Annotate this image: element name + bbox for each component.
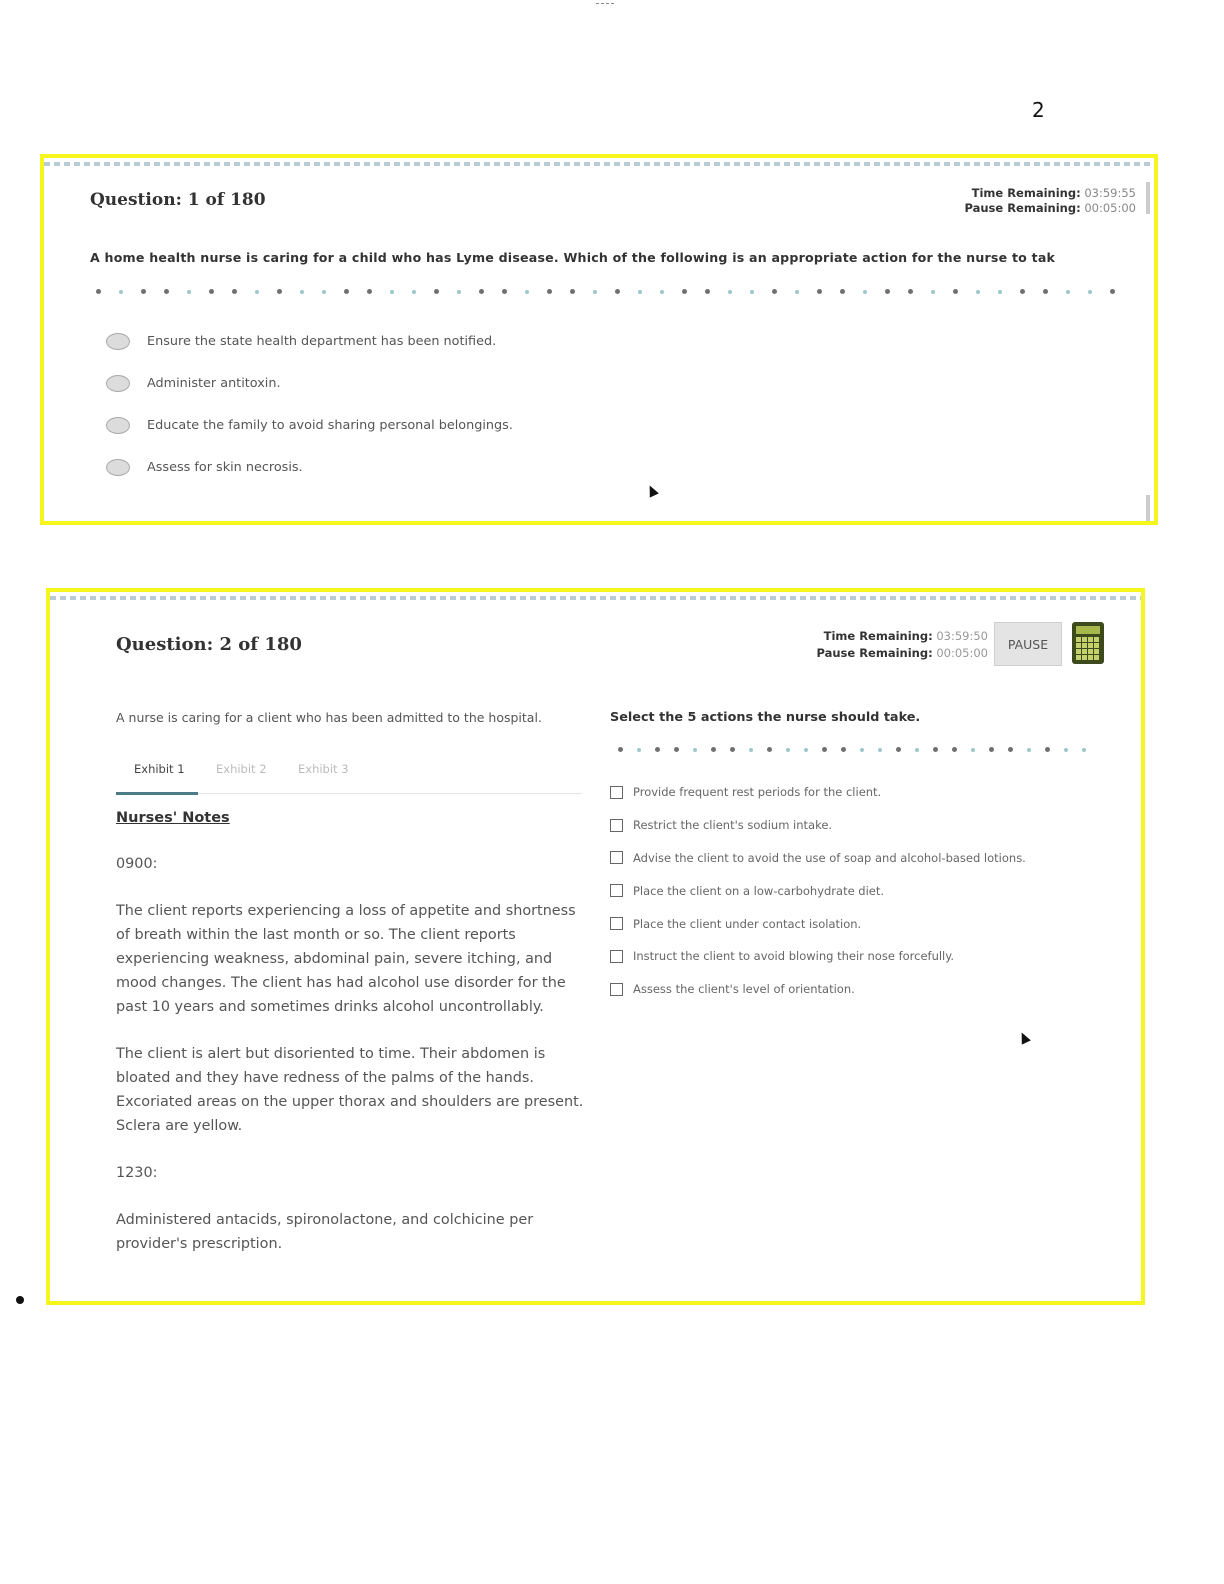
checkbox[interactable] bbox=[610, 983, 623, 996]
question-2-timers bbox=[806, 628, 988, 662]
option-row[interactable] bbox=[106, 320, 513, 362]
radio-button[interactable] bbox=[106, 375, 130, 392]
notes-paragraph: Administered antacids, spironolactone, and colchicine per provider's prescription. bbox=[116, 1212, 534, 1252]
divider-dot bbox=[96, 289, 101, 294]
notes-time-0900: 0900: bbox=[116, 856, 158, 872]
choice-label: Instruct the client to avoid blowing their nose forcefully. bbox=[633, 949, 955, 964]
calculator-icon[interactable] bbox=[1072, 622, 1104, 664]
divider-dot bbox=[885, 289, 890, 294]
radio-button[interactable] bbox=[106, 459, 130, 476]
divider-dot bbox=[1043, 289, 1048, 294]
option-label: Administer antitoxin. bbox=[147, 375, 281, 391]
choice-row[interactable] bbox=[610, 940, 1026, 973]
divider-dot bbox=[593, 290, 597, 294]
time-remaining-value: 03:59:55 bbox=[1084, 186, 1136, 200]
notes-paragraph: The client is alert but disoriented to time. Their abdomen is bloated and they have redness of the palms of the hands. Excoriated areas on the upper thorax and shoulders are present. Sclera are yellow. bbox=[116, 1046, 584, 1134]
choice-row[interactable] bbox=[610, 874, 1026, 907]
divider-dot bbox=[915, 748, 919, 752]
divider-dot bbox=[1082, 748, 1086, 752]
mouse-cursor-icon bbox=[1017, 1030, 1031, 1044]
divider-dot bbox=[457, 290, 461, 294]
choice-label: Advise the client to avoid the use of soap and alcohol-based lotions. bbox=[633, 850, 1026, 865]
divider-dot bbox=[164, 289, 169, 294]
divider-dot bbox=[908, 289, 913, 294]
choice-row[interactable] bbox=[610, 842, 1026, 875]
divider-dot bbox=[637, 748, 641, 752]
tab-exhibit-3[interactable]: Exhibit 3 bbox=[298, 762, 349, 776]
divider-dot bbox=[300, 290, 304, 294]
divider-dot bbox=[786, 748, 790, 752]
divider-dot bbox=[878, 748, 882, 752]
radio-button[interactable] bbox=[106, 417, 130, 434]
nurses-notes bbox=[116, 806, 586, 1279]
question-1-stem: A home health nurse is caring for a child who has Lyme disease. Which of the following is an appropriate action for the nurse to tak bbox=[90, 250, 1056, 265]
divider-dot bbox=[693, 748, 697, 752]
divider-dot bbox=[931, 290, 935, 294]
divider-dot bbox=[434, 289, 439, 294]
divider-dot bbox=[479, 289, 484, 294]
divider-dot bbox=[525, 290, 529, 294]
question-1-options bbox=[106, 320, 513, 488]
divider-dot bbox=[119, 290, 123, 294]
divider-dot bbox=[367, 289, 372, 294]
divider-dot bbox=[711, 747, 716, 752]
answer-choices bbox=[610, 776, 1026, 1006]
option-row[interactable] bbox=[106, 446, 513, 488]
checkbox[interactable] bbox=[610, 917, 623, 930]
checkbox[interactable] bbox=[610, 851, 623, 864]
divider-dot bbox=[618, 747, 623, 752]
choice-row[interactable] bbox=[610, 907, 1026, 940]
divider-dot bbox=[232, 289, 237, 294]
pause-button[interactable]: PAUSE bbox=[994, 622, 1062, 666]
divider-dot bbox=[322, 290, 326, 294]
pause-remaining-label: Pause Remaining: bbox=[964, 201, 1081, 215]
panel-top-dashes bbox=[44, 162, 1154, 166]
divider-dot bbox=[705, 289, 710, 294]
choice-row[interactable] bbox=[610, 973, 1026, 1006]
question-1-timers bbox=[964, 186, 1136, 216]
time-remaining-label: Time Remaining: bbox=[971, 186, 1081, 200]
bullet-mark bbox=[16, 1296, 24, 1304]
dotted-divider bbox=[618, 747, 1100, 752]
divider-dot bbox=[1008, 747, 1013, 752]
choice-label: Place the client on a low-carbohydrate diet. bbox=[633, 883, 885, 898]
divider-dot bbox=[998, 290, 1002, 294]
option-label: Educate the family to avoid sharing personal belongings. bbox=[147, 417, 513, 433]
choice-row[interactable] bbox=[610, 776, 1026, 809]
checkbox[interactable] bbox=[610, 884, 623, 897]
active-tab-indicator bbox=[116, 792, 198, 795]
divider-dot bbox=[141, 289, 146, 294]
divider-dot bbox=[860, 748, 864, 752]
divider-dot bbox=[772, 289, 777, 294]
divider-dot bbox=[187, 290, 191, 294]
divider-dot bbox=[795, 290, 799, 294]
choice-row[interactable] bbox=[610, 809, 1026, 842]
divider-dot bbox=[841, 747, 846, 752]
question-1-title: Question: 1 of 180 bbox=[90, 190, 266, 210]
notes-paragraph: The client reports experiencing a loss of appetite and shortness of breath within the last month or so. The client reports experiencing weakness, abdominal pain, severe itching, and mood changes. The client has had alcohol use disorder for the past 10 years and sometimes drinks alcohol uncontrollably. bbox=[116, 903, 576, 1015]
divider-dot bbox=[547, 289, 552, 294]
select-instruction: Select the 5 actions the nurse should take. bbox=[610, 710, 921, 725]
dotted-divider bbox=[96, 289, 1133, 294]
mouse-cursor-icon bbox=[645, 483, 659, 497]
choice-label: Restrict the client's sodium intake. bbox=[633, 818, 833, 833]
divider-dot bbox=[728, 290, 732, 294]
divider-dot bbox=[1020, 289, 1025, 294]
divider-dot bbox=[344, 289, 349, 294]
tab-exhibit-2[interactable]: Exhibit 2 bbox=[216, 762, 267, 776]
divider-dot bbox=[674, 747, 679, 752]
divider-dot bbox=[749, 748, 753, 752]
divider-dot bbox=[896, 747, 901, 752]
divider-dot bbox=[933, 747, 938, 752]
option-row[interactable] bbox=[106, 362, 513, 404]
divider-dot bbox=[804, 748, 808, 752]
divider-dot bbox=[1066, 290, 1070, 294]
pause-remaining-value: 00:05:00 bbox=[1084, 201, 1136, 215]
choice-label: Provide frequent rest periods for the client. bbox=[633, 785, 882, 800]
tab-exhibit-1[interactable]: Exhibit 1 bbox=[134, 762, 185, 776]
divider-dot bbox=[767, 747, 772, 752]
divider-dot bbox=[989, 747, 994, 752]
option-row[interactable] bbox=[106, 404, 513, 446]
divider-dot bbox=[863, 290, 867, 294]
divider-dot bbox=[953, 289, 958, 294]
divider-dot bbox=[750, 290, 754, 294]
divider-dot bbox=[277, 289, 282, 294]
divider-dot bbox=[209, 289, 214, 294]
calculator-keys bbox=[1076, 637, 1100, 660]
calculator-screen bbox=[1076, 626, 1100, 634]
panel-top-dashes bbox=[50, 596, 1141, 600]
divider-dot bbox=[682, 289, 687, 294]
divider-dot bbox=[655, 747, 660, 752]
divider-dot bbox=[412, 290, 416, 294]
pause-remaining-label: Pause Remaining: bbox=[816, 646, 933, 660]
divider-dot bbox=[1064, 748, 1068, 752]
radio-button[interactable] bbox=[106, 333, 130, 350]
divider-dot bbox=[1110, 289, 1115, 294]
divider-dot bbox=[817, 289, 822, 294]
divider-dot bbox=[638, 290, 642, 294]
option-label: Assess for skin necrosis. bbox=[147, 459, 303, 475]
choice-label: Assess the client's level of orientation. bbox=[633, 982, 855, 997]
divider-dot bbox=[502, 289, 507, 294]
pause-remaining-value: 00:05:00 bbox=[936, 646, 988, 660]
checkbox[interactable] bbox=[610, 786, 623, 799]
divider-dot bbox=[1045, 747, 1050, 752]
divider-dot bbox=[840, 289, 845, 294]
checkbox[interactable] bbox=[610, 950, 623, 963]
divider-dot bbox=[822, 747, 827, 752]
option-label: Ensure the state health department has been notified. bbox=[147, 333, 497, 349]
scrollbar-top[interactable] bbox=[1146, 182, 1150, 214]
notes-time-1230: 1230: bbox=[116, 1165, 158, 1181]
top-mark bbox=[596, 0, 614, 4]
divider-dot bbox=[1027, 748, 1031, 752]
divider-dot bbox=[976, 290, 980, 294]
question-1-panel bbox=[40, 154, 1158, 525]
divider-dot bbox=[390, 290, 394, 294]
question-2-panel bbox=[46, 588, 1145, 1305]
question-2-title: Question: 2 of 180 bbox=[116, 634, 302, 655]
divider-dot bbox=[952, 747, 957, 752]
checkbox[interactable] bbox=[610, 819, 623, 832]
choice-label: Place the client under contact isolation. bbox=[633, 916, 862, 931]
time-remaining-label: Time Remaining: bbox=[823, 629, 933, 643]
divider-dot bbox=[255, 290, 259, 294]
case-intro: A nurse is caring for a client who has been admitted to the hospital. bbox=[116, 710, 542, 725]
divider-dot bbox=[660, 290, 664, 294]
notes-heading: Nurses' Notes bbox=[116, 810, 230, 826]
time-remaining-value: 03:59:50 bbox=[936, 629, 988, 643]
page-number: 2 bbox=[1032, 98, 1045, 122]
divider-dot bbox=[570, 289, 575, 294]
divider-dot bbox=[971, 748, 975, 752]
divider-dot bbox=[730, 747, 735, 752]
scrollbar-bottom[interactable] bbox=[1146, 495, 1150, 521]
divider-dot bbox=[615, 289, 620, 294]
divider-dot bbox=[1088, 290, 1092, 294]
exhibit-tabs bbox=[116, 757, 582, 794]
